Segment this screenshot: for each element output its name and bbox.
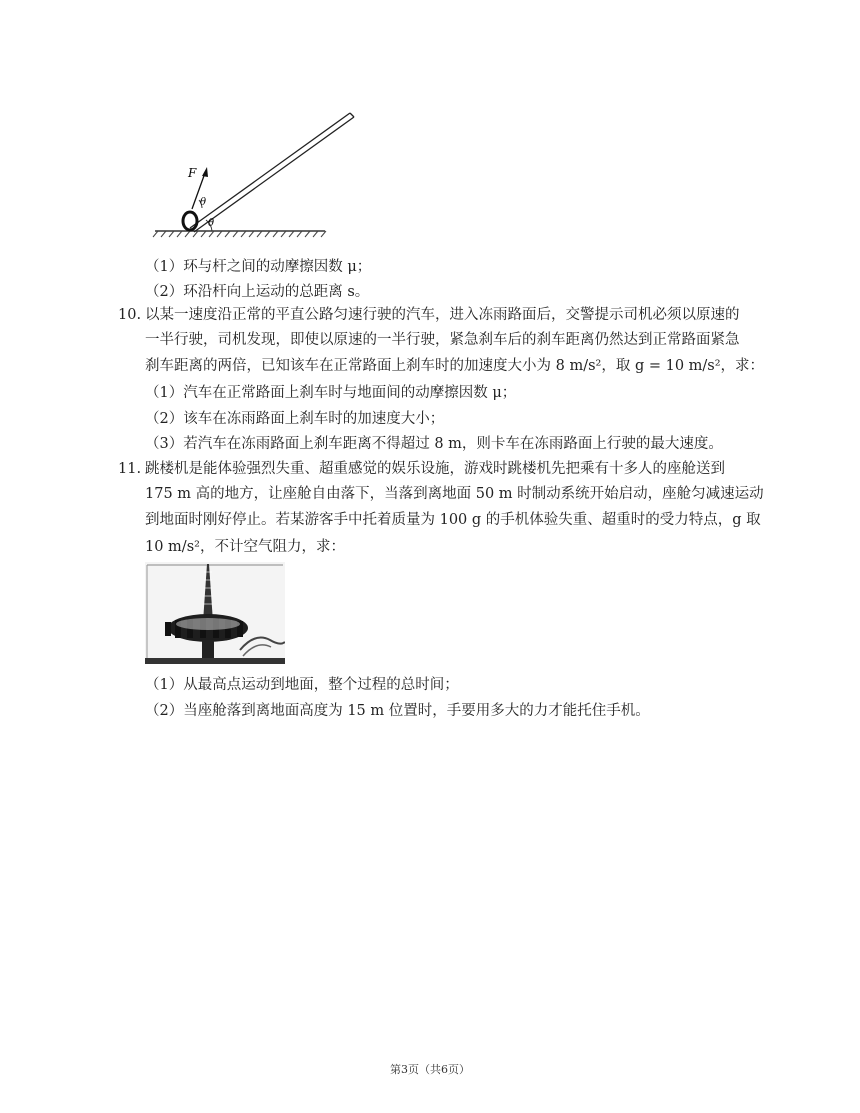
force-arrowhead [202, 167, 208, 177]
q10-part-2: （2）该车在冻雨路面上刹车时的加速度大小； [145, 411, 445, 427]
q11-part-2: （2）当座舱落到离地面高度为 15 m 位置时，手要用多大的力才能托住手机。 [145, 703, 650, 719]
q9-part-2: （2）环沿杆向上运动的总距离 s。 [145, 284, 370, 300]
q9-part-1: （1）环与杆之间的动摩擦因数 μ； [145, 259, 372, 275]
q10-line-2: 一半行驶，司机发现，即使以原速的一半行驶，紧急刹车后的刹车距离仍然达到正常路面紧急 [145, 332, 740, 348]
q11-line-1: 跳楼机是能体验强烈失重、超重感觉的娱乐设施，游戏时跳楼机先把乘有十多人的座舱送到 [145, 461, 725, 477]
q10-line-3: 刹车距离的两倍，已知该车在正常路面上刹车时的加速度大小为 8 m/s²，取 g = 10 m/s²，求： [145, 358, 765, 374]
q10-part-1: （1）汽车在正常路面上刹车时与地面间的动摩擦因数 μ； [145, 385, 517, 401]
q10-number: 10. [118, 307, 142, 323]
page-footer: 第3页（共6页） [390, 1063, 470, 1076]
q11-line-4: 10 m/s²，不计空气阻力，求： [145, 539, 345, 555]
rod-ring-diagram [150, 105, 365, 250]
drop-tower-photo [145, 562, 285, 664]
inclined-rod [190, 113, 354, 232]
q11-line-3: 到地面时刚好停止。若某游客手中托着质量为 100 g 的手机体验失重、超重时的受力特点，g 取 [145, 512, 761, 528]
force-label: F [188, 166, 197, 180]
q10-part-3: （3）若汽车在冻雨路面上刹车距离不得超过 8 m，则卡车在冻雨路面上行驶的最大速度。 [145, 436, 723, 452]
q10-line-1: 以某一速度沿正常的平直公路匀速行驶的汽车，进入冻雨路面后，交警提示司机必须以原速的 [145, 307, 740, 323]
theta-upper-label: θ [200, 197, 207, 208]
q11-line-2: 175 m 高的地方，让座舱自由落下，当落到离地面 50 m 时制动系统开始启动，座舱匀减速运动 [145, 486, 764, 502]
theta-lower-label: θ [208, 218, 215, 229]
q11-number: 11. [118, 461, 142, 477]
ground-hatching [153, 231, 326, 237]
q11-part-1: （1）从最高点运动到地面，整个过程的总时间； [145, 677, 459, 693]
